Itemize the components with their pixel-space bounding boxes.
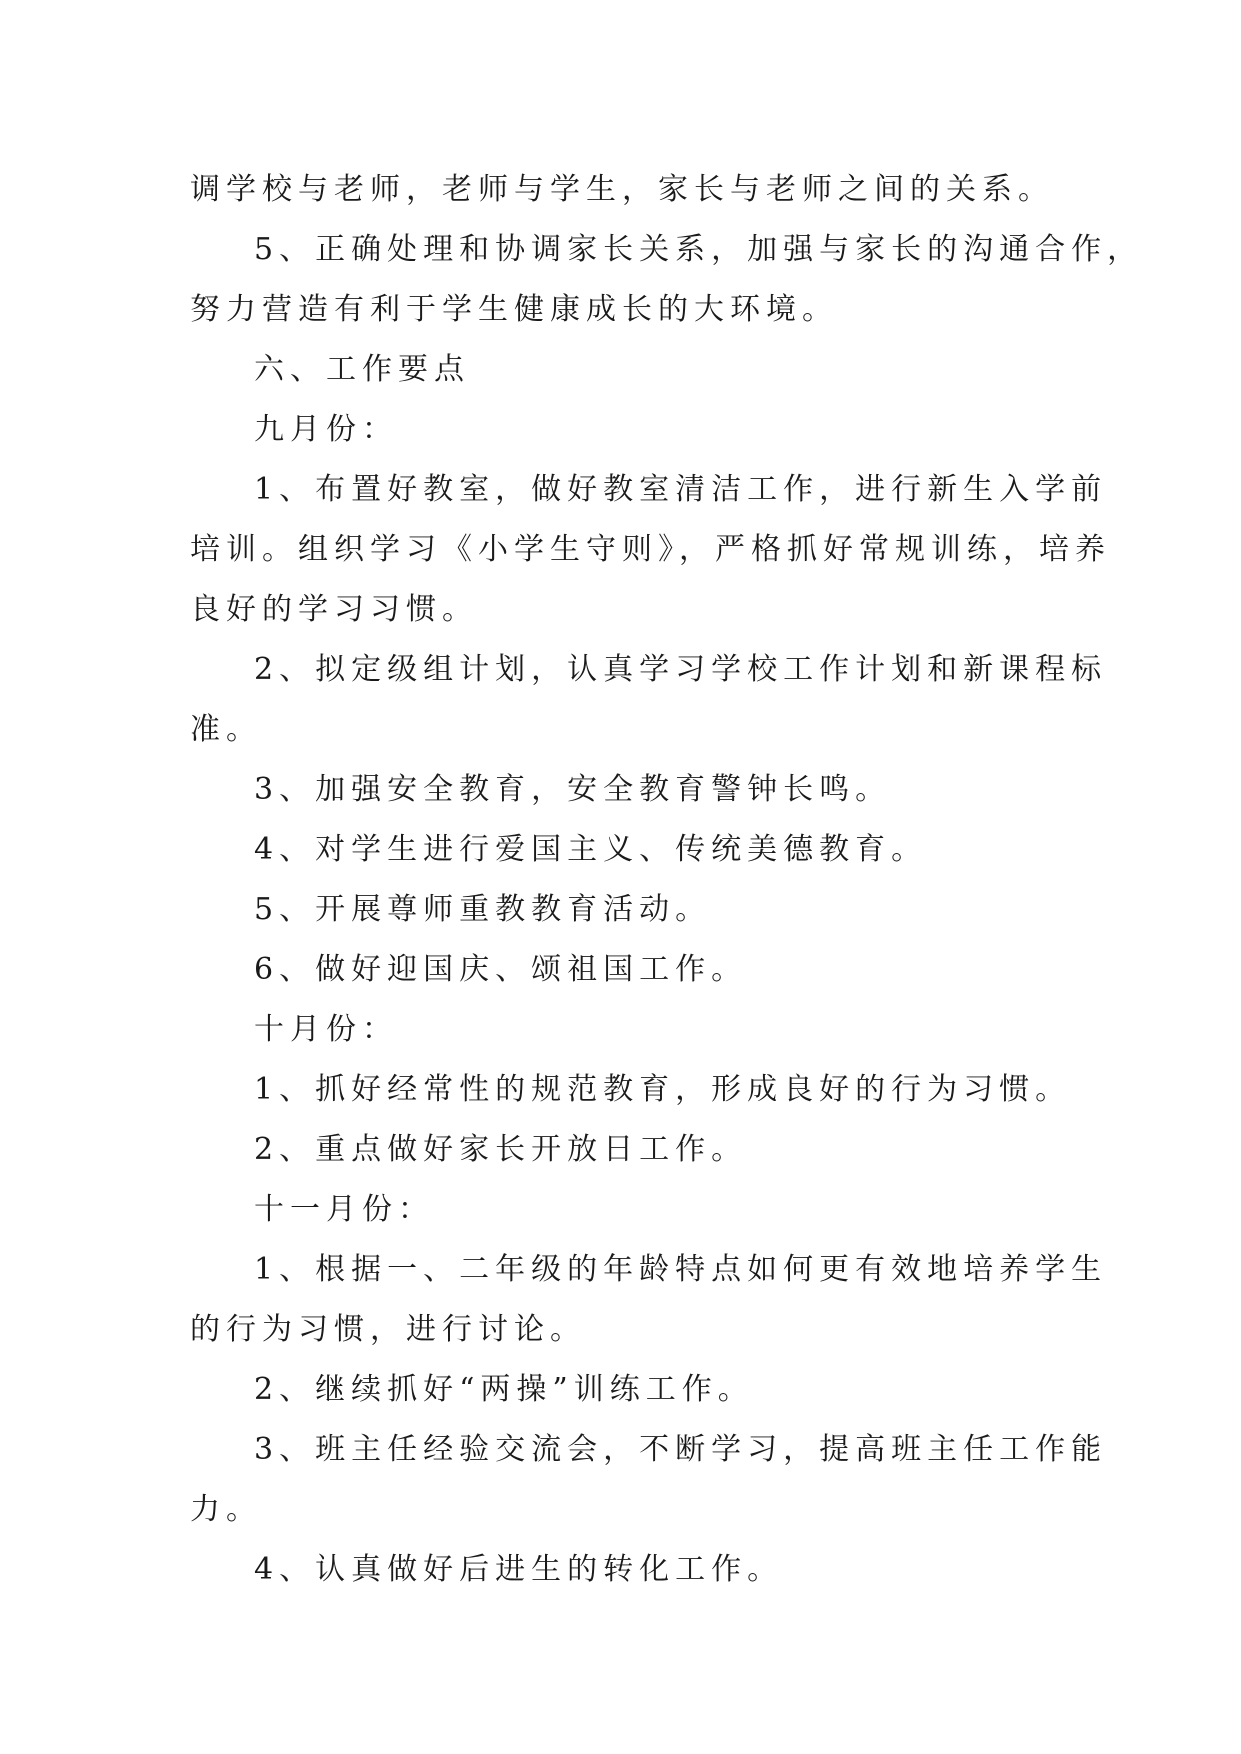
month-heading: 九月份：	[254, 412, 398, 447]
text-line: 5、开展尊师重教教育活动。	[254, 892, 712, 927]
text-line: 1、抓好经常性的规范教育，形成良好的行为习惯。	[254, 1072, 1072, 1107]
text-line: 准。	[190, 712, 262, 747]
text-line: 4、认真做好后进生的转化工作。	[254, 1552, 784, 1587]
text-line: 的行为习惯，进行讨论。	[190, 1312, 586, 1347]
text-line: 4、对学生进行爱国主义、传统美德教育。	[254, 832, 928, 867]
text-line: 1、根据一、二年级的年龄特点如何更有效地培养学生	[254, 1252, 1108, 1287]
text-line: 3、班主任经验交流会，不断学习，提高班主任工作能	[254, 1432, 1108, 1467]
text-line: 2、重点做好家长开放日工作。	[254, 1132, 748, 1167]
text-line: 2、拟定级组计划，认真学习学校工作计划和新课程标	[254, 652, 1108, 687]
section-heading: 六、工作要点	[254, 352, 470, 387]
document-body	[190, 160, 1144, 1600]
text-line: 力。	[190, 1492, 262, 1527]
text-line: 1、布置好教室，做好教室清洁工作，进行新生入学前	[254, 472, 1108, 507]
month-heading: 十一月份：	[254, 1192, 434, 1227]
month-heading: 十月份：	[254, 1012, 398, 1047]
text-line: 5、正确处理和协调家长关系，加强与家长的沟通合作，	[254, 232, 1144, 267]
text-line: 培训。组织学习《小学生守则》，严格抓好常规训练，培养	[190, 532, 1111, 567]
text-line: 调学校与老师，老师与学生，家长与老师之间的关系。	[190, 172, 1054, 207]
text-line: 良好的学习习惯。	[190, 592, 478, 627]
text-line: 努力营造有利于学生健康成长的大环境。	[190, 292, 838, 327]
text-line: 3、加强安全教育，安全教育警钟长鸣。	[254, 772, 892, 807]
text-line: 2、继续抓好“两操”训练工作。	[254, 1372, 754, 1407]
text-line: 6、做好迎国庆、颂祖国工作。	[254, 952, 748, 987]
